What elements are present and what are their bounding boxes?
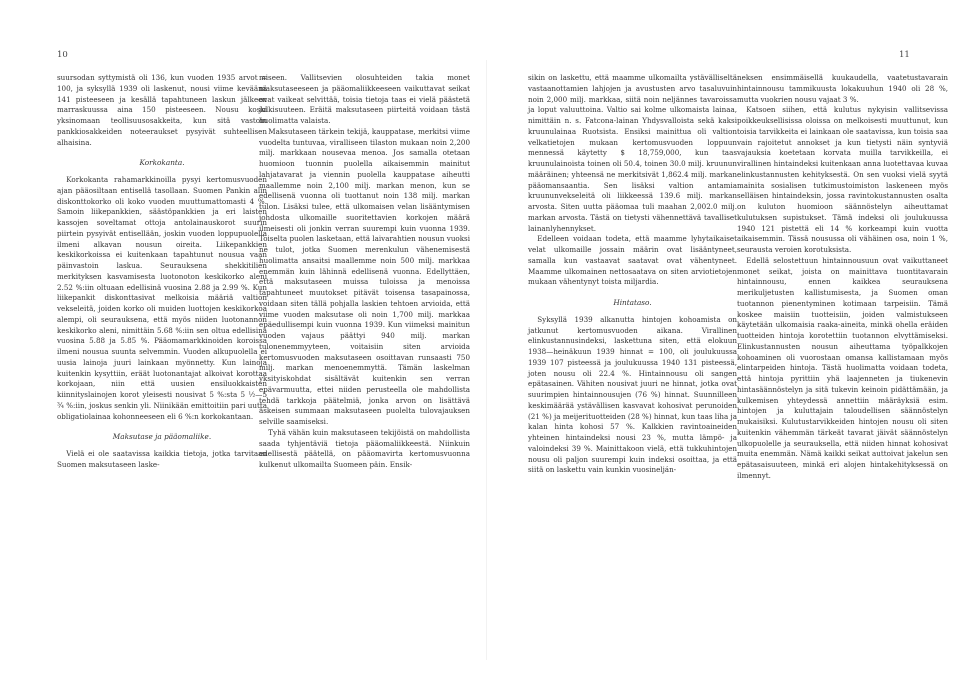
column-1 bbox=[57, 73, 267, 471]
paragraph: Vielä ei ole saatavissa kaikkia tietoja, jotka tarvitaan Suomen maksutaseen laske- bbox=[57, 449, 267, 469]
paragraph: Edellä selostettuun hintainnousuun ovat vaikuttaneet monet seikat, joista on mainittava tuontitavarain hintainnousu, ennen kaikkea seurauksena merikuljetusten kallistumisesta, ja Suomen oman tuotannon pienentyminen kotimaan tarpeisiin. Tämä koskee maisiin tuotteisiin, joiden valmistukseen käytetään ulkomaisia raaka-aineita, minkä ohella eräiden tuotteiden hintoja korotettiin tuotannon elvyttämiseksi. Elinkustannusten nousun aiheuttama työpalkkojen kohoaminen oli vuorostaan omansa kallistamaan myös elintarpeiden hintoja. Tästä huolimatta voidaan todeta, että hintoja pyrittiin yhä laajenneten ja tiukenevin hintasäännöstelyn ja sitä tukevin keinoin pidättämään, ja kulkemisen yhteydessä annettiin määräyksiä esim. hintojen ja kuluttajain taloudellisen säännöstelyn mukaisiksi. Kulutustarvikkeiden hintojen nousu oli siten kuitenkin vähemmän tärkeät tavarat jäivät säännöstelyn ulkopuolelle ja seurauksella, että niiden hinnat kohosivat muita enemmän. Nämä kaikki seikat auttoivat jakelun sen epätasaisuuteen, minkä eri alojen hintakehityksessä on ilmennyt. bbox=[737, 255, 948, 480]
page-number-left: 10 bbox=[57, 50, 68, 60]
page-number-right: 11 bbox=[899, 50, 910, 60]
paragraph: suursodan syttymistä oli 136, kun vuoden 1935 arvot = 100, ja syksyllä 1939 oli laskenut, nousi viime keväänä 141 pisteeseen ja kesällä tapahtuneen laskun jälkeen marraskuussa aina 150 pisteeseen. Nousu koski yksinomaan teollisuusosakkeita, kun sitä vastoin pankkiosakkeiden noteeraukset pysyivät suhteellisen alhaisina. bbox=[57, 73, 267, 147]
column-4 bbox=[737, 73, 948, 482]
paragraph: Tyhä vähän kuin maksutaseen tekijöistä on mahdollista saada tyhjentäviä tietoja pääomaliikkeestä. Niinkuin edellisestä päätellä, on pääomavirta kertomusvuonna kulkenut ulkomailta Suomeen päin. Ensik- bbox=[259, 427, 470, 469]
page-gutter bbox=[486, 60, 487, 660]
paragraph: Syksyllä 1939 alkanutta hintojen kohoamista on jatkunut kertomusvuoden aikana. Virallinen elinkustannusindeksi, laskettuna siten, että elokuun 1938—heinäkuun 1939 hinnat = 100, oli joulukuussa 1939 107 pisteessä ja joulukuussa 1940 131 pisteessä, joten nousu oli 22.4 %. Hintainnousu oli sangen epätasainen. Vähiten nousivat juuri ne hinnat, jotka ovat suurimpien hintainnousujen (76 %) hinnat. Suunnilleen keskimäärää ystävällisen kasvavat kohosivat perunoiden (21 %) ja meijerituotteiden (28 %) hinnat, kun taas liha ja kalan hinta kohosi 57 %. Kalkkien ravintoaineiden yhteinen hintaindeksi nousi 23 %, mutta lämpö- ja valoindeksi 39 %. Mainittakoon vielä, että tukkuhintojen nousu oli paljon suurempi kuin indeksi osoittaa, ja että siitä on laskettu vain kunkin vuosinelján- bbox=[528, 314, 737, 475]
column-3 bbox=[528, 73, 737, 476]
paragraph: Maksutaseen tärkein tekijä, kauppatase, merkitsi viime vuodelta tuntuvaa, viralliseen tilaston mukaan noin 2,200 milj. markkaan nousevaa menoa. Jos samalla otetaan huomioon tuonnin puolella aikaisemmin mainitut lahjatavarat ja viennin puolella kauppatase aiheutti maallemme noin 2,100 milj. markan menon, kun se edellisenä vuonna oli tuottanut noin 138 milj. markan tulon. Lisäksi tulee, että ulkomaisen velan lisääntymisen johdosta ulkomaille suoritettavien korkojen määrä ilmeisesti oli jonkin verran suurempi kuin vuonna 1939. Toiselta puolen lasketaan, että laivarahtien nousun vuoksi ne tulot, jotka Suomen merenkulun vähenemisestä huolimatta ansaitsi maallemme noin 500 milj. markkaa enemmän kuin lähinnä edellisenä vuonna. Edellyttäen, että maksutaseen muissa tuloissa ja menoissa tapahtuneet muutokset pitävät toisensa tasapainossa, voidaan siten tällä pohjalla laskien tehtoen arvioida, että viime vuoden maksutase oli noin 1,700 milj. markkaa epäedullisempi kuin vuonna 1939. Kun viimeksi mainitun vuoden vajaus päättyi 940 milj. markan tulonenemmyyteen, voitaisiin siten arvioida kertomusvuoden maksutaseen osoittavan runsaasti 750 milj. markan menoenemmyttä. Tämän laskelman yksityiskohdat sisältävät kuitenkin sen verran epävarmuutta, ettei niiden perusteella ole mahdollista tehdä tarkkoja päätelmiä, jonka arvon on lisättävä äskeisen summaan maksutaseen puolelta tulovajauksen selville saamiseksi. bbox=[259, 126, 470, 426]
section-heading-korkokanta: Korkokanta. bbox=[139, 158, 185, 168]
paragraph: Korkokanta rahamarkkinoilla pysyi kertomusvuoden ajan pääosiltaan entisellä tasollaan. Suomen Pankin alin diskonttokorko oli koko vuoden muuttumattomasti 4 %. Samoin liikepankkien, säästöpankkien ja eri laisten kassojen soveltamat ottoja antolainauskorot suurin piirtein pysyivät entisellään, joskin vuoden loppupuolella ilmeni alkavan nousun oireita. Liikepankkien keskikorkoissa ei kuitenkaan tapahtunut nousua vaan päinvastoin laskua. Seurauksena shekkitilien merkityksen kasvamisesta luotonoton keskikorko aleni 2.52 %:iin oltuaan edellisinä vuosina 2.88 ja 2.99 %. Kun liikepankit diskonttasivat melkoisia määriä valtion vekseleitä, joiden korko oli muiden luottojen keskikorkoa alempi, oli seurauksena, että myös niiden luotonannon keskikorko aleni, nimittäin 5.68 %:iin sen oltua edellisinä vuosina 5.88 ja 5.85 %. Pääomamarkkinoiden koroissa ilmeni nousua suunta selvemmin. Vuoden alkupuolella ei uusia lainoja juuri lainkaan myönnetty. Kun lainoja kuitenkin kysyttiin, eräät luotonantajat alkoivat korottaa korkojaan, niin että uusien ensiluokkaisten kiinnityslainojen korot yleisesti nousivat 5 %:sta 5 ½—5 ¾ %:iin, joskus senkin yli. Niinikään emittoitiin pari uutta obligatiolainaa kohonneeseen eli 6 %:n korkokantaan. bbox=[57, 175, 267, 421]
section-heading-maksutase: Maksutase ja pääomaliike. bbox=[112, 432, 212, 442]
paragraph: neksen ensimmäisellä kuukaudella, vaatetustavarain hintainnousu tammikuusta lokakuuhun 1940 oli 28 %, mutta vuokrien nousu vajaat 3 %. bbox=[737, 73, 948, 104]
section-heading-hintataso: Hintataso. bbox=[613, 298, 652, 307]
column-2 bbox=[259, 73, 470, 471]
paragraph: Edelleen voidaan todeta, että maamme lyhytaikaiset velat ulkomaille jossain määrin ovat lisääntyneet, samalla kun vastaavat saatavat ovat vähentyneet. Maamme ulkomainen nettosaatava on siten arviotietojen mukaan vähentynyt toista miljardia. bbox=[528, 234, 737, 287]
paragraph: miseen. Vallitsevien olosuhteiden takia monet maksutaseeseen ja pääomaliikkeeseen vaikuttavat seikat ovat vaikeat selvittää, toisia tietoja taas ei vielä päästetä julkisuuteen. Eräitä maksutaseen piirteitä voidaan tästä huolimatta valaista. bbox=[259, 73, 470, 125]
paragraph: sikin on laskettu, että maamme ulkomailta ystävälliseltä vastaanottamien lahjojen ja avustusten arvo tasaluvuin noin 2,000 milj. markkaa, siitä noin neljännes tavaroissa ja loput valuuttoina. Valtio sai kolme ulkomaista lainaa, nimittäin n. s. Fatcona-lainan Yhdysvalloista sekä kaksi kruunulainaa Ruotsista. Ensiksi mainittua oli valtion velkatietojen mukaan kertomusvuoden loppuun mennessä käytetty $ 18,759,000, kun taas kruunulainoista toinen oli 50.4, toinen 30.0 milj. kruunun määräinen; yhteensä ne merkitsivät 1,862.4 milj. markan pääomansaantia. Sen lisäksi valtion antamia kruununvekseleitä oli liikkeessä 139.6 milj. markan arvosta. Siten uutta pääomaa tuli maahan 2,002.0 milj. markan arvosta. Tästä on tietysti vähennettävä tavalliset lainanlyhennykset. bbox=[528, 73, 737, 233]
paragraph: Katsoen siihen, että kulutus nykyisin vallitsevissa poikkeuksellisissa oloissa on melkoisesti muuttunut, kun toisia tarvikkeita ei lainkaan ole saatavissa, kun toisia saa vain rajoitetut annokset ja kun tietysti näin syntyviä vajauksia koetetaan korvata muilla tarvikkeilla, ei virallinen hintaindeksi kuitenkaan anna luotettavaa kuvaa elinkustannusten kehityksestä. On sen vuoksi vielä syytä mainita sosialisen tutkimustoimiston laskeneen myös selläisen hintaindeksin, jossa ravintokustannusten osalta on kuluton huomioon säännöstelyn aiheuttamat kulutuksen supistukset. Tämä indeksi oli joulukuussa 1940 121 pistettä eli 14 % korkeampi kuin vuotta aikaisemmin. Tässä nousussa oli vähäinen osa, noin 1 %, seurausta veroien korotuksista. bbox=[737, 105, 948, 254]
